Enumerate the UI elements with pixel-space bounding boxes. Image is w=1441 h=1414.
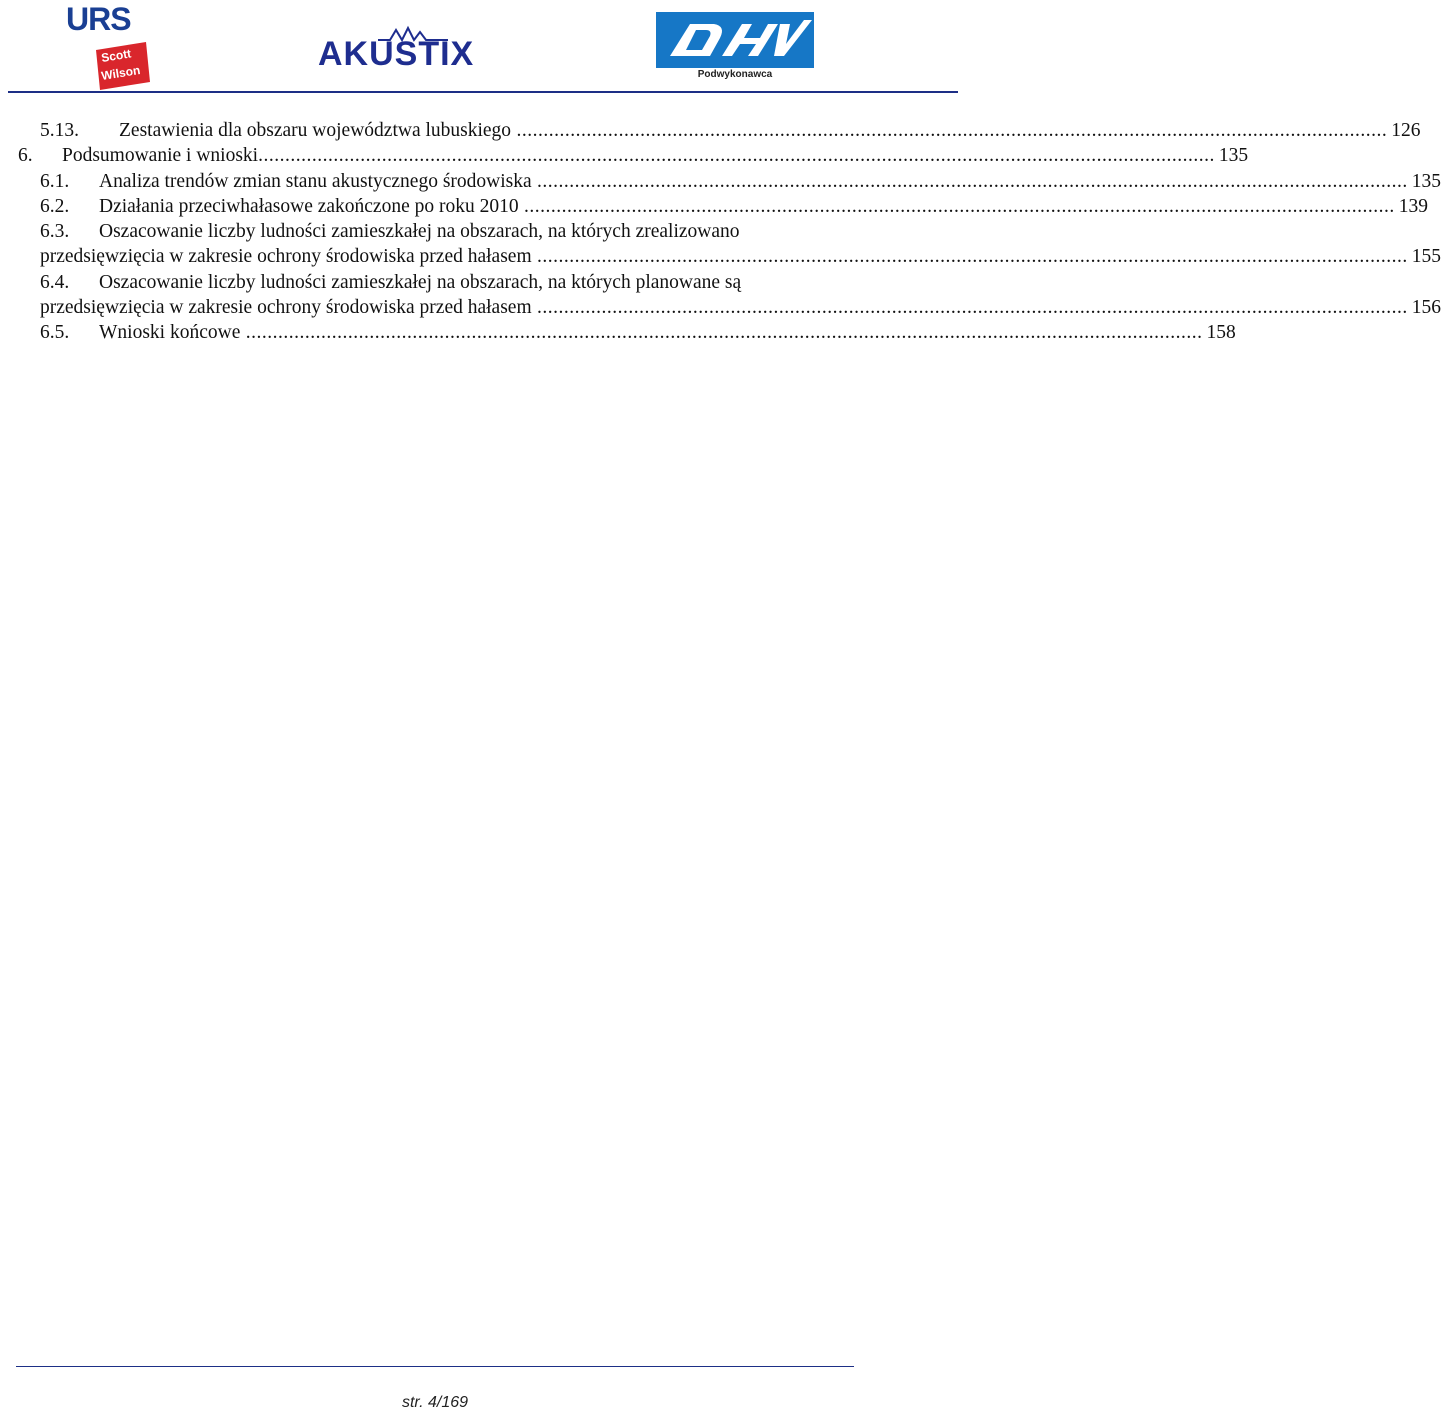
urs-scott-wilson-logo xyxy=(62,2,158,92)
toc-leader-dots: .................................................................................................................................................................. xyxy=(531,246,1408,268)
toc-entry-title: Zestawienia dla obszaru województwa lubuskiego xyxy=(119,120,512,141)
toc-leader-dots: .................................................................................................................................................................. xyxy=(531,297,1408,319)
toc-entry-page: 155 xyxy=(1411,246,1441,268)
toc-leader-dots: .................................................................................................................................................................. xyxy=(531,170,1408,192)
toc-entry-number: 6.2. xyxy=(40,195,70,217)
scott-logo-text: Scott xyxy=(100,46,133,65)
toc-entry-title: Działania przeciwhałasowe zakończone po roku 2010 xyxy=(99,195,519,217)
toc-entry-number: 6. xyxy=(18,145,33,167)
wilson-logo-text: Wilson xyxy=(100,62,142,83)
page-number: str. 4/169 xyxy=(401,1394,469,1411)
toc-entry-page: 135 xyxy=(1218,145,1249,167)
toc-entry-number: 6.4. xyxy=(40,271,70,293)
toc-entry-page: 158 xyxy=(1206,322,1236,344)
toc-entry-title-line2: przedsięwzięcia w zakresie ochrony środowiska przed hałasem xyxy=(40,297,532,319)
toc-entry-title: Analiza trendów zmian stanu akustycznego środowiska xyxy=(99,170,532,192)
toc-entry-number: 6.5. xyxy=(40,322,70,344)
akustix-wave-icon xyxy=(378,26,448,42)
toc-leader-dots: .................................................................................................................................................................................. xyxy=(240,322,1203,344)
toc-leader-dots: .................................................................................................................................................................. xyxy=(511,120,1388,141)
toc-entry-page: 139 xyxy=(1398,195,1428,217)
dhv-logo xyxy=(656,12,814,82)
toc-entry-number: 6.3. xyxy=(40,221,70,243)
toc-leader-dots: .................................................................................................................................................................. xyxy=(518,195,1395,217)
toc-entry-title-line1: Oszacowanie liczby ludności zamieszkałej na obszarach, na których zrealizowano xyxy=(99,221,740,243)
toc-entry-number: 5.13. xyxy=(40,120,79,141)
akustix-logo-text: AKUSTIX xyxy=(318,35,475,73)
toc-entry-number: 6.1. xyxy=(40,170,70,192)
toc-entry-page: 126 xyxy=(1391,120,1421,141)
toc-entry-title: Podsumowanie i wnioski xyxy=(62,145,259,167)
akustix-logo xyxy=(318,26,504,72)
dhv-logo-mark xyxy=(656,12,814,68)
toc-entry-title: Wnioski końcowe xyxy=(99,322,241,344)
footer-divider xyxy=(16,1366,854,1367)
toc-leader-dots: .................................................................................................................................................................................. xyxy=(258,145,1215,167)
dhv-logo-caption: Podwykonawca xyxy=(697,69,773,80)
page-header xyxy=(0,0,960,96)
urs-logo-text: URS xyxy=(66,1,131,37)
toc-entry-title-line2: przedsięwzięcia w zakresie ochrony środowiska przed hałasem xyxy=(40,246,532,268)
scott-wilson-badge xyxy=(94,42,152,90)
toc-entry-page: 135 xyxy=(1411,170,1441,192)
header-divider xyxy=(8,91,958,93)
toc-entry-page: 156 xyxy=(1411,297,1441,319)
toc-entry-title-line1: Oszacowanie liczby ludności zamieszkałej na obszarach, na których planowane są xyxy=(99,271,742,293)
